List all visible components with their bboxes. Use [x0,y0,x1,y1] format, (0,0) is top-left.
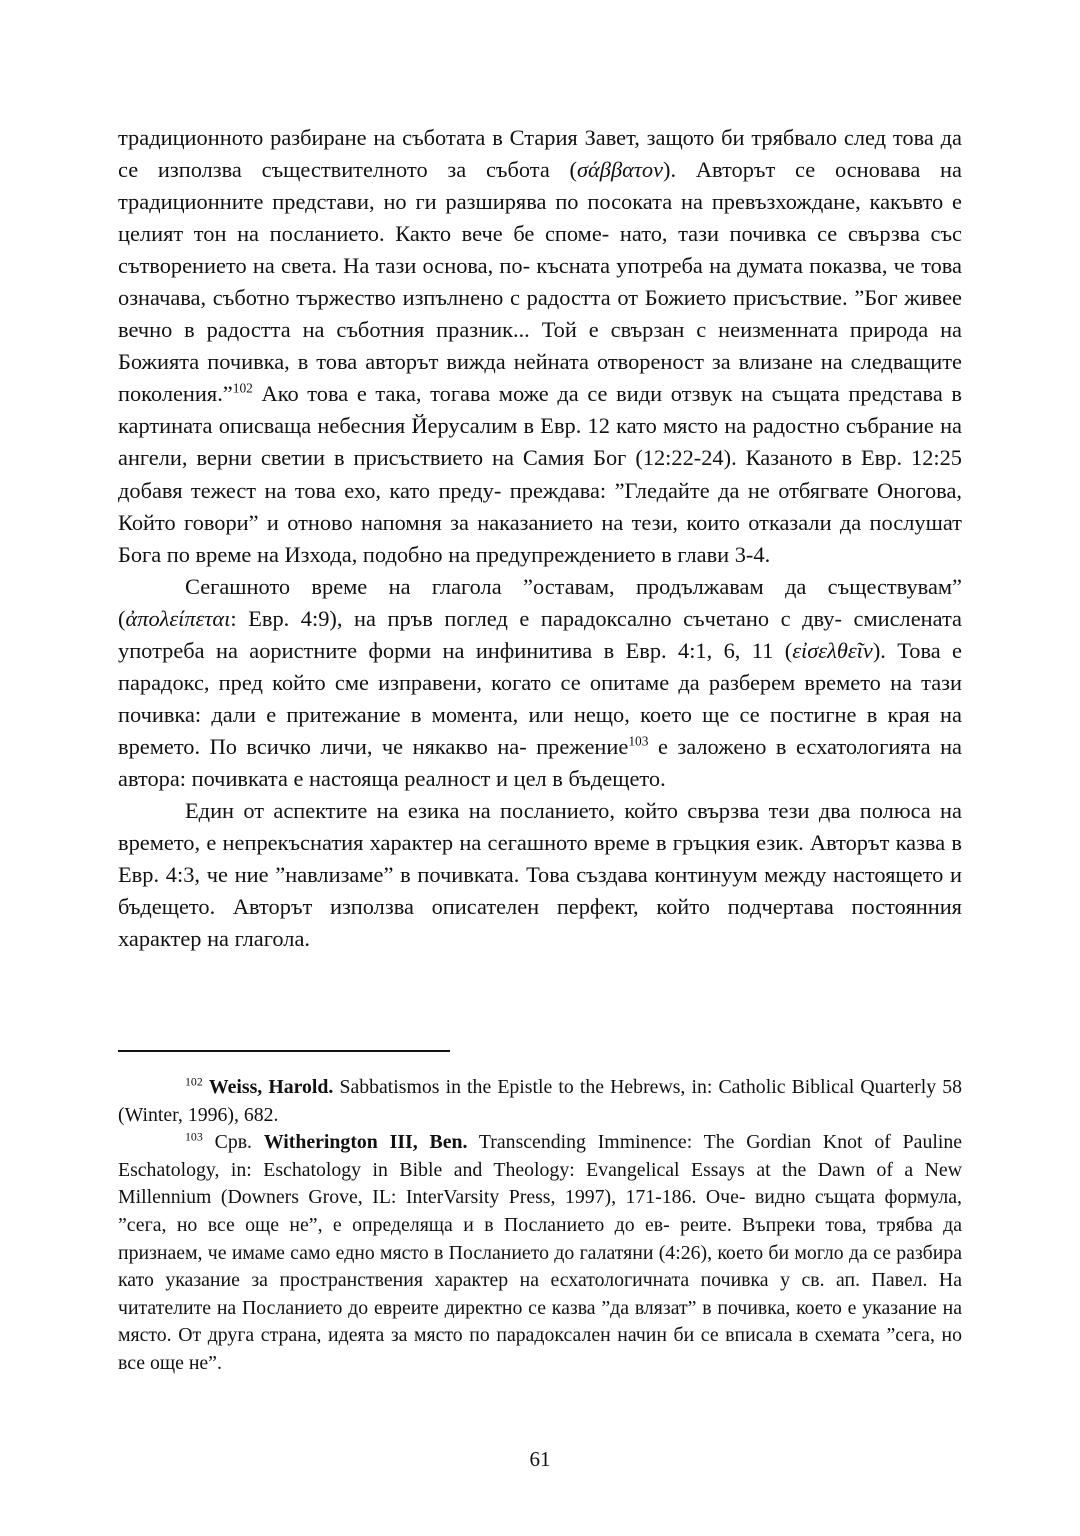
text-line: почивка, в това авторът вижда нейната отвореност за влизане на следващите [207,349,962,375]
paragraph [118,122,962,571]
text-line: галатяни (4:26), което би могло да се разбира като указание за пространствения [118,1241,962,1292]
text-line: видно същата формула, ”сега, но все още не”, е определяща и в Посланието до ев- [118,1186,963,1236]
footnote-number: 103 [185,1129,203,1144]
author-name: Weiss, Harold. [208,1076,334,1098]
body-text [118,122,962,955]
text-line: радостно събрание на ангели, верни светии в присъствието на Самия Бог [118,413,962,471]
footnote-number: 102 [185,1074,203,1089]
footnote-separator [118,1050,450,1052]
text-line: основава на традиционните представи, но ги разширява по посоката на [118,157,962,215]
text-line: перфект, който подчертава постоянния характер на глагола. [118,894,962,952]
text-line: на съботния празник... Той е свързан с неизменната природа на Божията [118,317,962,375]
text-line: смислената употреба на аористните форми на инфинитива в Евр. 4:1, 6, 11 [118,605,962,663]
text-line: Dawn of a New Millennium (Downers Grove, IL: InterVarsity Press, 1997), 171-186. Оче- [118,1158,963,1209]
footnote-ref: 102 [232,381,253,397]
text-line: (ἀπολείπεται: Евр. 4:9), на пръв поглед е парадоксално съчетано с дву- [118,605,842,631]
paragraph [118,571,962,795]
text-line: Сегашното време на глагола ”оставам, продължавам да съществувам” [185,573,962,599]
paragraph [118,795,962,955]
text-line: континуум между настоящето и бъдещето. Авторът използва описателен [118,862,962,920]
text-line: разберем времето на тази почивка: дали е притежание в момента, или нещо, [118,669,962,727]
text-line: напомня за наказанието на тези, които отказали да послушат Бога по време [118,509,962,567]
text-line: Weiss, Harold. Sabbatismos in the Epistle to the Hebrews, in: Catholic Biblical [208,1076,855,1098]
text-line: преждава: ”Гледайте да не отбягвате Оногова, Който говори” и отново [118,477,962,535]
text-line: изпълнено с радостта от Божието присъствие. ”Бог живее вечно в радостта [118,285,962,343]
text-line: представа в картината описваща небесния Йерусалим в Евр. 12 като място на [118,381,962,439]
text-line: до евреите директно се казва ”да влязат” в почивка, което е указание на място. От [118,1296,963,1347]
text-line: но все още не”. [118,1324,962,1374]
page-number: 61 [529,1447,551,1471]
text-line: Quarterly 58 (Winter, 1996), 682. [118,1076,962,1126]
text-line: реалност и цел в бъдещето. [404,765,666,791]
text-line: (12:22-24). Казаното в Евр. 12:25 добавя тежест на това ехо, като преду- [118,445,962,503]
footnotes [118,1074,962,1378]
text-line: език. Авторът казва в Евр. 4:3, че ние ”навлизаме” в почивката. Това създава [118,830,962,888]
text-line: Pauline Eschatology, in: Eschatology in Bible and Theology: Evangelical Essays at the [118,1131,962,1181]
text-line: Срв. Witherington III, Ben. Transcending Imminence: The Gordian Knot of [202,1131,891,1154]
footnote-ref: 103 [628,733,649,749]
text-line: характер на есхатологичната почивка у св. ап. Павел. На читателите на Посланието [118,1269,962,1319]
text-line: традиционното разбиране на съботата в Стария Завет, защото би трябвало [118,125,838,150]
text-line: друга страна, идеята за място по парадоксален начин би се вписала в схемата ”сега, [207,1324,935,1347]
text-line: прежение$^{103}$ е заложено в есхатологията на автора: почивката е настояща [118,733,962,791]
text-line: след това да се използва съществителното за събота (σάββατον). Авторът се [118,125,962,183]
text-line: полюса на времето, е непрекъснатия характер на сегашното време в гръцкия [118,797,962,856]
text-line: на Изхода, подобно на предупреждението в глави 3-4. [256,541,771,567]
text-line: (εἰσελθεῖν). Това е парадокс, пред който сме изправени, когато се опитаме да [118,637,962,695]
text-line: нато, тази почивка се свързва със сътворението на света. На тази основа, по- [118,221,962,279]
greek-term: ἀπολείπεται [125,605,231,631]
text-line: превъзхождане, какъвто е целият тон на посланието. Както вече бе споме- [118,189,962,247]
text-line: поколения.”$^{102}$ Ако това е така, тогава може да се види отзвук на същата [118,381,840,407]
greek-term: εἰσελθεῖν [792,637,873,663]
footnote [118,1129,962,1377]
text-line: Един от аспектите на езика на посланието, който свързва тези два [185,797,851,823]
text-line: късната употреба на думата показва, че това означава, съботно тържество [118,253,962,311]
text-line: реите. Въпреки това, трябва да признаем, че имаме само едно място в Посланието до [118,1213,962,1264]
footnote [118,1074,962,1129]
author-name: Witherington III, Ben. [263,1131,468,1154]
text-line: което ще се постигне в края на времето. По всичко личи, че някакво на- [118,701,962,759]
greek-term: σάββατον [577,157,664,183]
